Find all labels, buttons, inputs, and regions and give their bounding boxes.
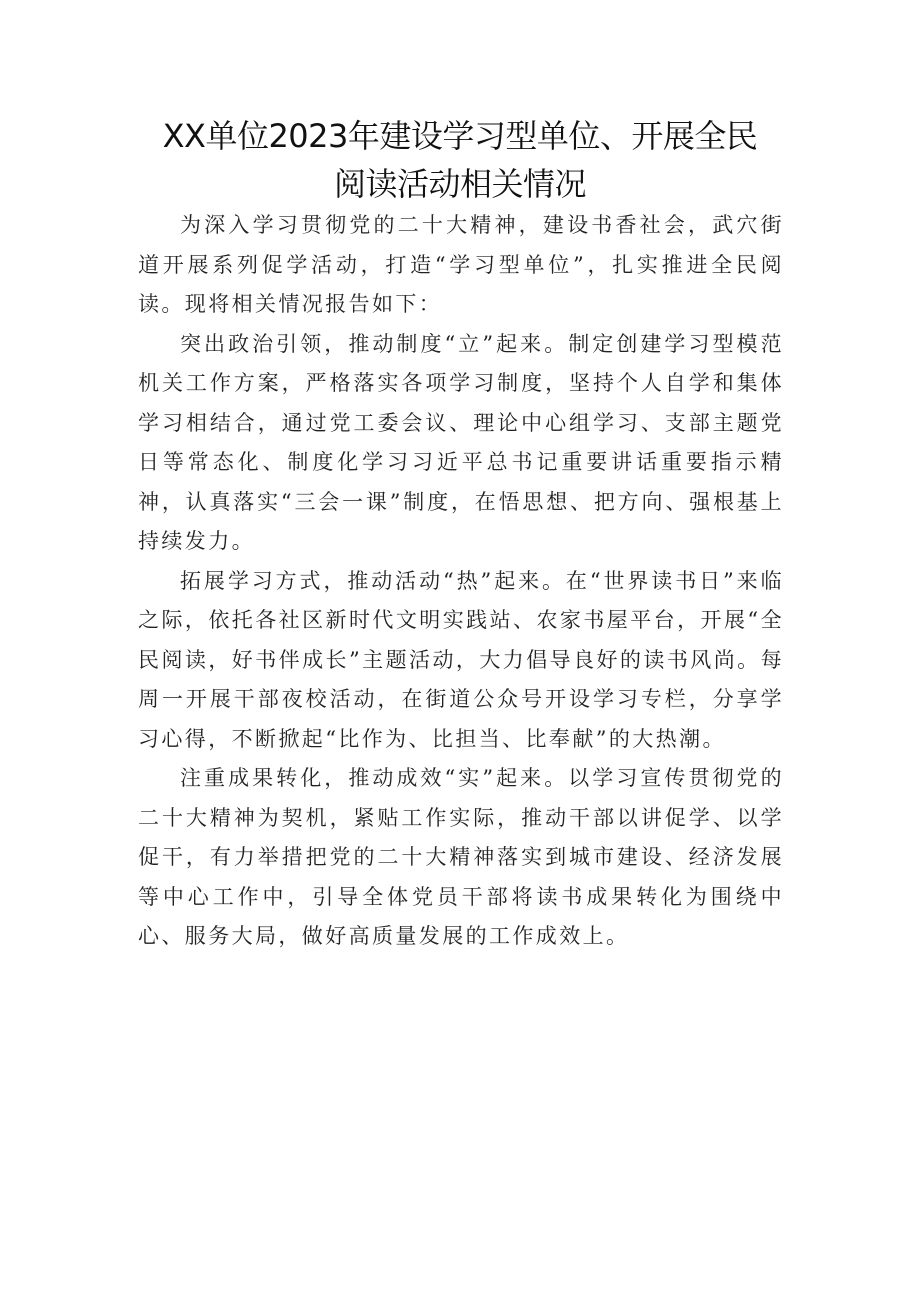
title-line-1: XX单位2023年建设学习型单位、开展全民 [162, 117, 758, 155]
paragraph-results-transformation: 注重成果转化，推动成效“实”起来。以学习宣传贯彻党的二十大精神为契机，紧贴工作实际，推动干部以讲促学、以学促干，有力举措把党的二十大精神落实到城市建设、经济发展等中心工作中，引导全体党员干部将读书成果转化为围绕中心、服务大局，做好高质量发展的工作成效上。 [138, 766, 784, 948]
document-body [138, 206, 784, 957]
paragraph-intro: 为深入学习贯彻党的二十大精神，建设书香社会，武穴街道开展系列促学活动，打造“学习型单位”，扎实推进全民阅读。现将相关情况报告如下： [138, 213, 784, 316]
paragraph-political-leadership: 突出政治引领，推动制度“立”起来。制定创建学习型模范机关工作方案，严格落实各项学习制度，坚持个人自学和集体学习相结合，通过党工委会议、理论中心组学习、支部主题党日等常态化、制度化学习习近平总书记重要讲话重要指示精神，认真落实“三会一课”制度，在悟思想、把方向、强根基上持续发力。 [138, 331, 784, 553]
document-title [120, 112, 800, 208]
title-line-2: 阅读活动相关情况 [333, 165, 586, 203]
paragraph-learning-methods: 拓展学习方式，推动活动“热”起来。在“世界读书日”来临之际，依托各社区新时代文明实践站、农家书屋平台，开展“全民阅读，好书伴成长”主题活动，大力倡导良好的读书风尚。每周一开展干部夜校活动，在街道公众号开设学习专栏，分享学习心得，不断掀起“比作为、比担当、比奉献”的大热潮。 [138, 568, 784, 751]
